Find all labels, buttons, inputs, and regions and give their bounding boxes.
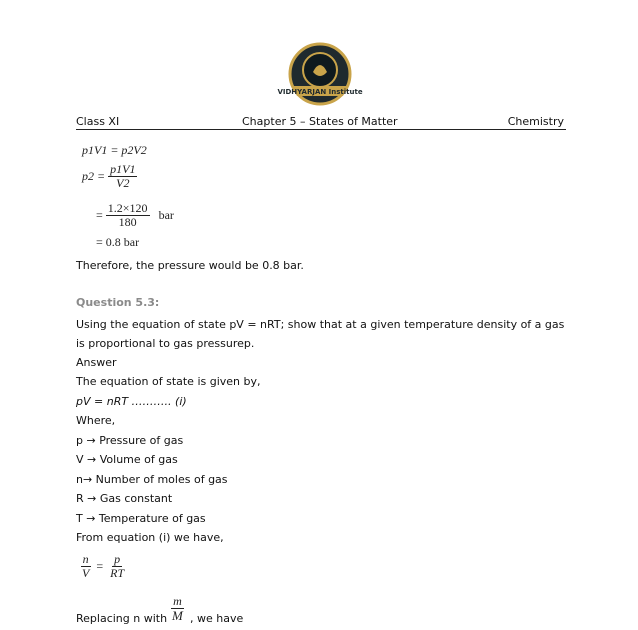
replacing-text-a: Replacing n with xyxy=(76,612,168,625)
where-label: Where, xyxy=(76,414,116,427)
page-header xyxy=(76,115,566,130)
answer-label: Answer xyxy=(76,356,117,369)
definition-gas-constant: R → Gas constant xyxy=(76,492,173,505)
definition-volume: V → Volume of gas xyxy=(76,453,178,466)
header-subject: Chemistry xyxy=(507,115,564,128)
equation-p2: p2 = $\frac{p1V1}{V2}$ xyxy=(82,162,136,190)
eos-intro: The equation of state is given by, xyxy=(76,375,261,388)
fraction-p1v1-v2: $\frac{p1V1}{V2}$ xyxy=(110,162,136,190)
fraction-n-v: $\frac{n}{V}$ xyxy=(82,552,90,580)
definition-moles: n→ Number of moles of gas xyxy=(76,473,228,486)
definition-pressure: p → Pressure of gas xyxy=(76,434,184,447)
question-line-2: is proportional to gas pressurep. xyxy=(76,337,255,350)
header-class: Class XI xyxy=(76,115,120,128)
fraction-m-M: $\frac{m}{M}$ xyxy=(172,594,183,623)
from-equation-text: From equation (i) we have, xyxy=(76,531,224,544)
question-heading: Question 5.3: xyxy=(76,296,160,309)
question-line-1: Using the equation of state pV = nRT; show that at a given temperature density of a gas xyxy=(76,318,565,331)
header-chapter: Chapter 5 – States of Matter xyxy=(242,115,398,128)
equation-result: = 0.8 bar xyxy=(96,235,140,249)
equation-of-state: pV = nRT ……….. (i) xyxy=(76,395,187,408)
conclusion-text: Therefore, the pressure would be 0.8 bar. xyxy=(76,259,304,272)
fraction-p-rt: $\frac{p}{RT}$ xyxy=(110,552,125,580)
institute-logo xyxy=(277,40,363,112)
logo-text: VIDHYARJAN Institute xyxy=(277,88,363,96)
equation-substitution: = $\frac{1.2\times 120}{180}$ bar xyxy=(96,201,174,229)
replacing-text-b: , we have xyxy=(190,612,244,625)
definition-temperature: T → Temperature of gas xyxy=(76,512,206,525)
fraction-values: $\frac{1.2\times 120}{180}$ xyxy=(107,201,148,229)
equation-boyle: p1V1 = p2V2 xyxy=(82,143,147,157)
equation-density: $\frac{n}{V}$ = $\frac{p}{RT}$ xyxy=(82,552,125,580)
